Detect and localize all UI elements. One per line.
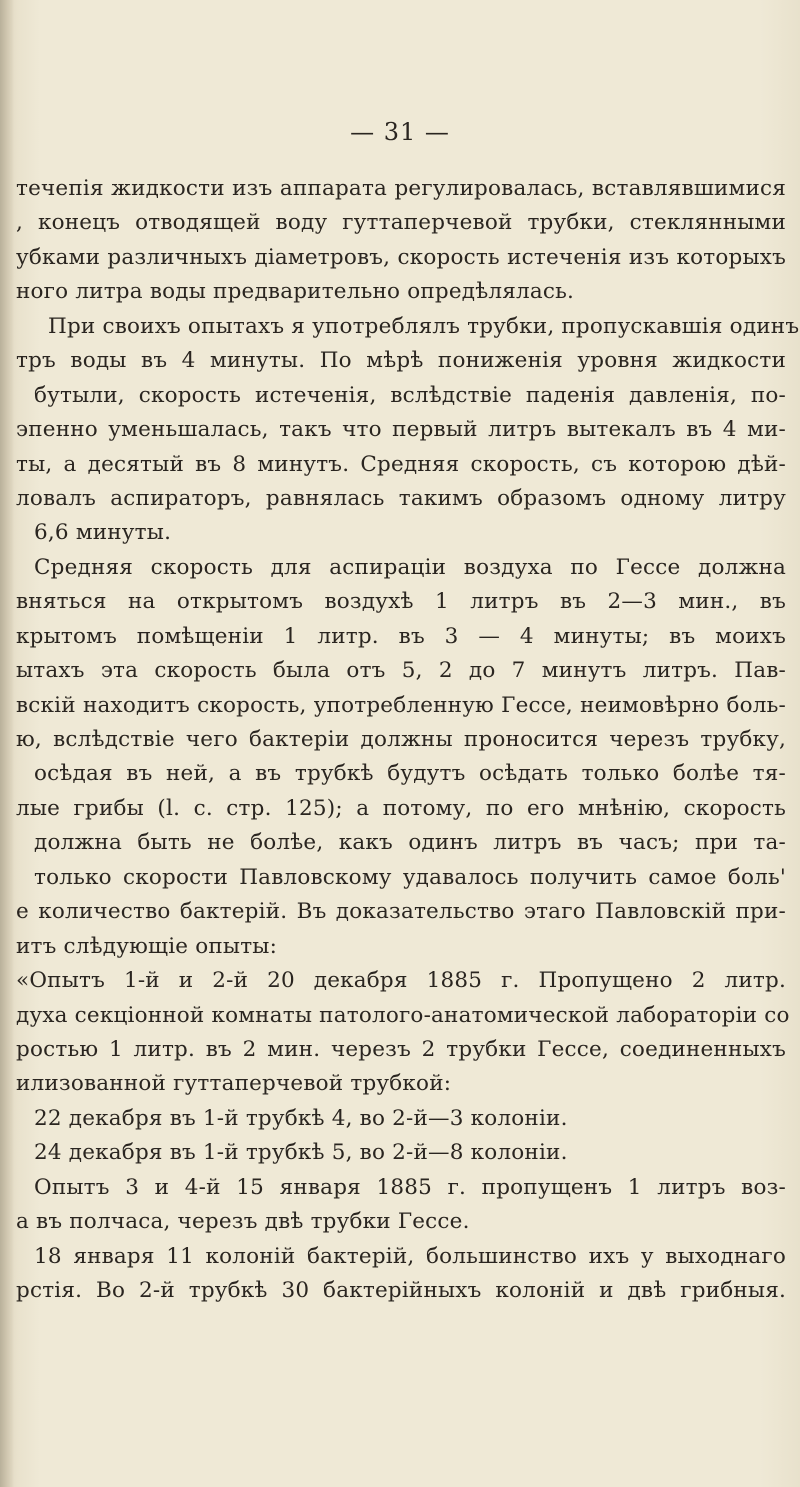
text-line: лые грибы (l. c. стр. 125); а потому, по его мнѣнію, скорость xyxy=(16,795,786,821)
text-line: вскій находитъ скорость, употребленную Гессе, неимовѣрно боль- xyxy=(16,692,786,718)
text-line: 18 января 11 колоній бактерій, большинство ихъ у выходнаго xyxy=(34,1243,786,1269)
text-line: должна быть не болѣе, какъ одинъ литръ въ часъ; при та- xyxy=(34,830,786,856)
text-line: крытомъ помѣщеніи 1 литр. въ 3 — 4 минуты; въ моихъ xyxy=(16,623,786,649)
text-line: убками различныхъ діаметровъ, скорость истеченія изъ которыхъ xyxy=(16,244,786,270)
text-line: тръ воды въ 4 минуты. По мѣрѣ пониженія уровня жидкости xyxy=(16,348,786,374)
text-line: осѣдая въ ней, а въ трубкѣ будутъ осѣдать только болѣе тя- xyxy=(34,761,786,787)
text-line: , конецъ отводящей воду гуттаперчевой трубки, стеклянными xyxy=(16,210,786,236)
text-line: только скорости Павловскому удавалось получить самое боль' xyxy=(34,864,786,890)
text-line: ростью 1 литр. въ 2 мин. черезъ 2 трубки Гессе, соединенныхъ xyxy=(16,1036,786,1062)
text-line: илизованной гуттаперчевой трубкой: xyxy=(16,1071,452,1097)
text-line: Опытъ 3 и 4-й 15 января 1885 г. пропущенъ 1 литръ воз- xyxy=(34,1174,786,1200)
text-line: бутыли, скорость истеченія, вслѣдствіе паденія давленія, по- xyxy=(34,382,786,408)
text-line: а въ полчаса, черезъ двѣ трубки Гессе. xyxy=(16,1209,470,1235)
text-line: е количество бактерій. Въ доказательство этаго Павловскій при- xyxy=(16,899,786,925)
text-line: ты, а десятый въ 8 минутъ. Средняя скорость, съ которою дѣй- xyxy=(16,451,786,477)
text-line: ного литра воды предварительно опредѣлялась. xyxy=(16,279,575,305)
text-line: эпенно уменьшалась, такъ что первый литръ вытекалъ въ 4 ми- xyxy=(16,417,786,443)
text-line: При своихъ опытахъ я употреблялъ трубки, пропускавшія одинъ xyxy=(48,313,800,339)
text-line: ловалъ аспираторъ, равнялась такимъ образомъ одному литру xyxy=(16,485,786,511)
text-line: течепія жидкости изъ аппарата регулировалась, вставлявшимися xyxy=(16,176,786,201)
text-line: итъ слѣдующіе опыты: xyxy=(16,933,278,959)
text-line: «Опытъ 1-й и 2-й 20 декабря 1885 г. Пропущено 2 литр. xyxy=(16,968,786,994)
text-line: духа секціонной комнаты патолого-анатомической лабораторіи со xyxy=(16,1002,790,1028)
text-line: Средняя скорость для аспираціи воздуха по Гессе должна xyxy=(34,554,786,580)
body-text xyxy=(16,172,800,1308)
page-spine xyxy=(0,0,14,1487)
text-line: ытахъ эта скорость была отъ 5, 2 до 7 минутъ литръ. Пав- xyxy=(16,658,786,684)
text-line: 22 декабря въ 1-й трубкѣ 4, во 2-й—3 колоніи. xyxy=(34,1105,568,1131)
text-line: 6,6 минуты. xyxy=(34,520,172,546)
text-line: 24 декабря въ 1-й трубкѣ 5, во 2-й—8 колоніи. xyxy=(34,1140,568,1166)
text-line: вняться на открытомъ воздухѣ 1 литръ въ 2—3 мин., въ xyxy=(16,589,786,615)
text-line: ю, вслѣдствіе чего бактеріи должны проносится черезъ трубку, xyxy=(16,727,786,752)
page-number: — 31 — xyxy=(350,118,450,146)
text-line: рстія. Во 2-й трубкѣ 30 бактерійныхъ колоній и двѣ грибныя. xyxy=(16,1278,786,1303)
